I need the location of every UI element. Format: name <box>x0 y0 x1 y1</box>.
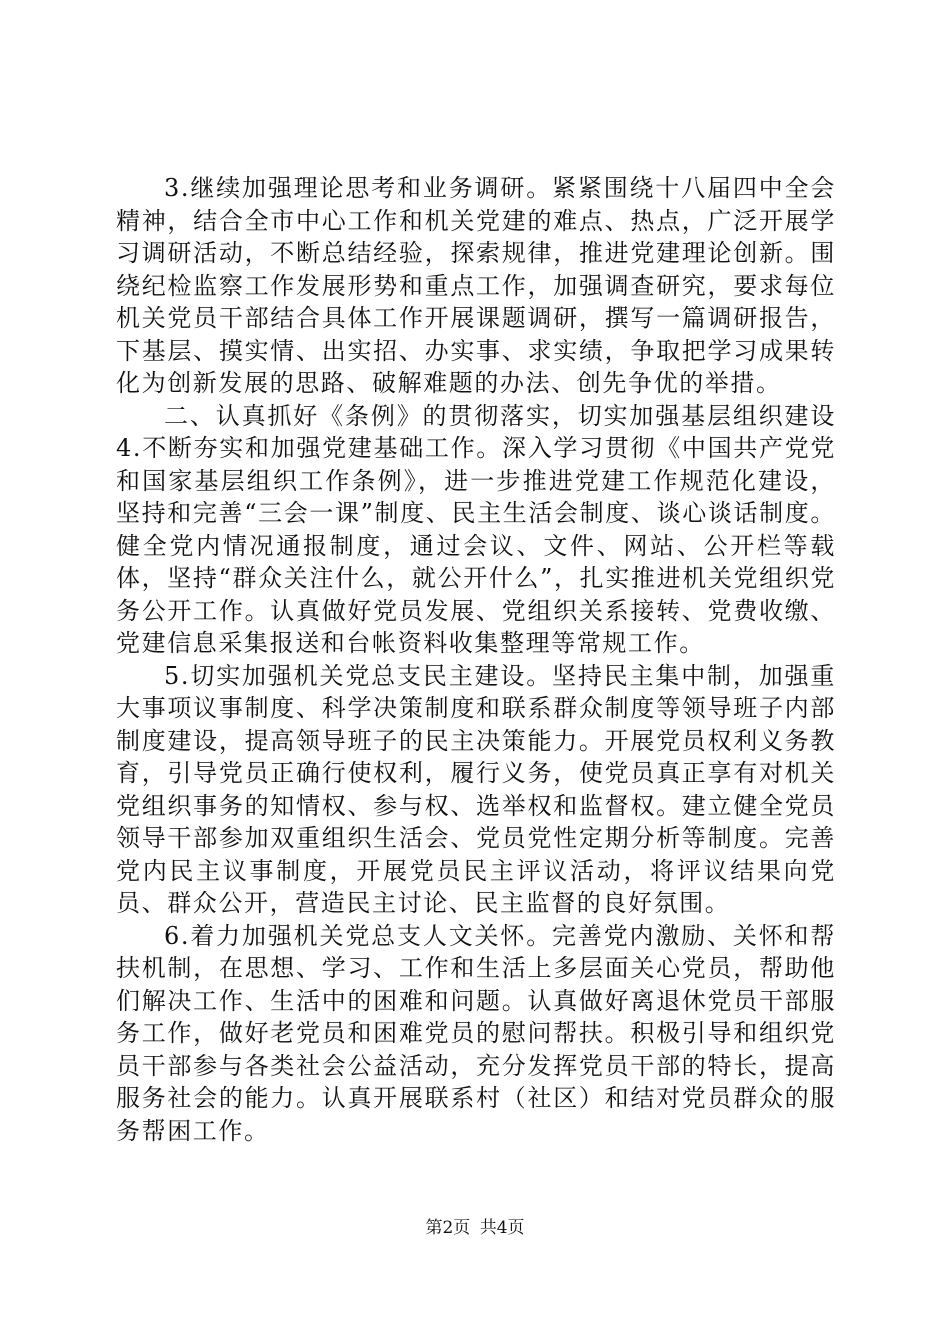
paragraph-item-6: 6.着力加强机关党总支人文关怀。完善党内激励、关怀和帮扶机制，在思想、学习、工作和生活上多层面关心党员，帮助他们解决工作、生活中的困难和问题。认真做好离退休党员干部服务工作，做好老党员和困难党员的慰问帮扶。积极引导和组织党员干部参与各类社会公益活动，充分发挥党员干部的特长，提高服务社会的能力。认真开展联系村（社区）和结对党员群众的服务帮困工作。 <box>116 921 836 1145</box>
paragraph-item-5: 5.切实加强机关党总支民主建设。坚持民主集中制，加强重大事项议事制度、科学决策制度和联系群众制度等领导班子内部制度建设，提高领导班子的民主决策能力。开展党员权利义务教育，引导党员正确行使权利，履行义务，使党员真正享有对机关党组织事务的知情权、参与权、选举权和监督权。建立健全党员领导干部参加双重组织生活会、党员党性定期分析等制度。完善党内民主议事制度，开展党员民主评议活动，将评议结果向党员、群众公开，营造民主讨论、民主监督的良好氛围。 <box>116 661 836 917</box>
page-total: 共4页 <box>479 1218 525 1238</box>
page-number: 第2页 <box>425 1218 471 1238</box>
page-footer <box>0 1217 950 1239</box>
paragraph-section-2-item-4: 二、认真抓好《条例》的贯彻落实，切实加强基层组织建设4.不断夯实和加强党建基础工作。深入学习贯彻《中国共产党党和国家基层组织工作条例》，进一步推进党建工作规范化建设，坚持和完善“三会一课”制度、民主生活会制度、谈心谈话制度。健全党内情况通报制度，通过会议、文件、网站、公开栏等载体，坚持“群众关注什么，就公开什么”，扎实推进机关党组织党务公开工作。认真做好党员发展、党组织关系接转、党费收缴、党建信息采集报送和台帐资料收集整理等常规工作。 <box>116 401 836 657</box>
paragraph-item-3: 3.继续加强理论思考和业务调研。紧紧围绕十八届四中全会精神，结合全市中心工作和机关党建的难点、热点，广泛开展学习调研活动，不断总结经验，探索规律，推进党建理论创新。围绕纪检监察工作发展形势和重点工作，加强调查研究，要求每位机关党员干部结合具体工作开展课题调研，撰写一篇调研报告，下基层、摸实情、出实招、办实事、求实绩，争取把学习成果转化为创新发展的思路、破解难题的办法、创先争优的举措。 <box>116 174 836 397</box>
document-body <box>116 172 836 1147</box>
